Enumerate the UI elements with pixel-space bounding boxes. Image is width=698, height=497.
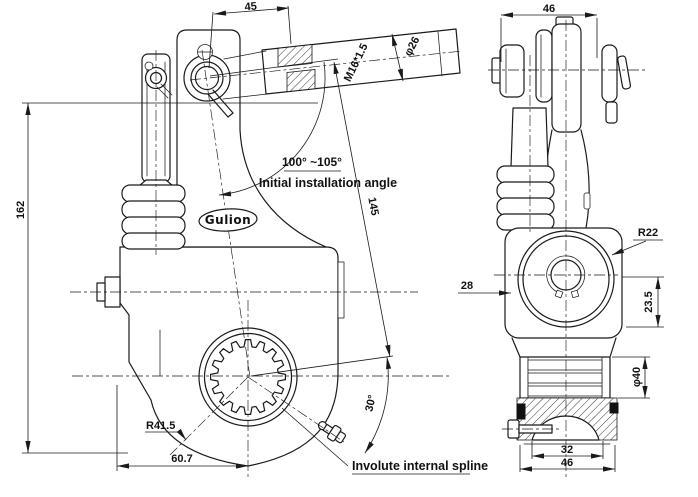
adjuster-body xyxy=(97,247,344,466)
bellows-boot-side xyxy=(497,108,554,230)
dim-boss-height: 23.5 xyxy=(643,291,655,313)
cotter-pin-side xyxy=(617,56,631,90)
spring-coil xyxy=(528,373,602,383)
body-side-tab xyxy=(338,262,344,318)
front-view xyxy=(15,1,488,478)
install-angle-note: Initial installation angle xyxy=(258,176,398,190)
control-link xyxy=(142,54,172,182)
brand-logo-text: Gulion xyxy=(204,213,252,227)
threaded-rod xyxy=(223,29,460,99)
dim-thread-spec: M16*1.5 xyxy=(341,41,371,84)
bellows-boot xyxy=(122,180,185,249)
dim-cover-base-width: 46 xyxy=(560,457,574,469)
dim-install-angle-range: 100° ~105° xyxy=(282,155,342,169)
pin-nut xyxy=(500,45,524,97)
dim-boss-offset: 28 xyxy=(460,280,474,292)
dim-cover-inner-width: 32 xyxy=(560,444,574,456)
spline-note: Involute internal spline xyxy=(352,459,489,473)
side-view xyxy=(458,3,664,478)
thread-section-hatch xyxy=(287,70,315,92)
seal-left xyxy=(517,404,525,419)
spring-coil xyxy=(528,360,602,370)
dim-rod-diameter: φ26 xyxy=(402,34,423,59)
dim-overall-height: 162 xyxy=(15,200,27,220)
seal-right xyxy=(610,403,618,413)
dim-boss-radius: R22 xyxy=(637,227,659,239)
dim-boot-diameter: φ40 xyxy=(631,366,643,388)
dim-rod-length: 45 xyxy=(244,0,258,14)
dim-head-width: 46 xyxy=(542,3,556,15)
spring-coil xyxy=(528,386,602,396)
dim-center-distance: 145 xyxy=(365,196,381,217)
link-plate-side xyxy=(536,30,552,102)
dim-grease-angle: 30° xyxy=(363,393,379,413)
dim-body-radius: R41.5 xyxy=(146,420,176,432)
arm-head-side xyxy=(552,24,581,132)
body-side xyxy=(505,228,622,338)
worm-cover-section xyxy=(508,338,618,444)
dim-spline-offset: 60.7 xyxy=(171,453,193,465)
thread-section-hatch xyxy=(278,45,312,67)
clevis-pin-side xyxy=(602,45,617,102)
